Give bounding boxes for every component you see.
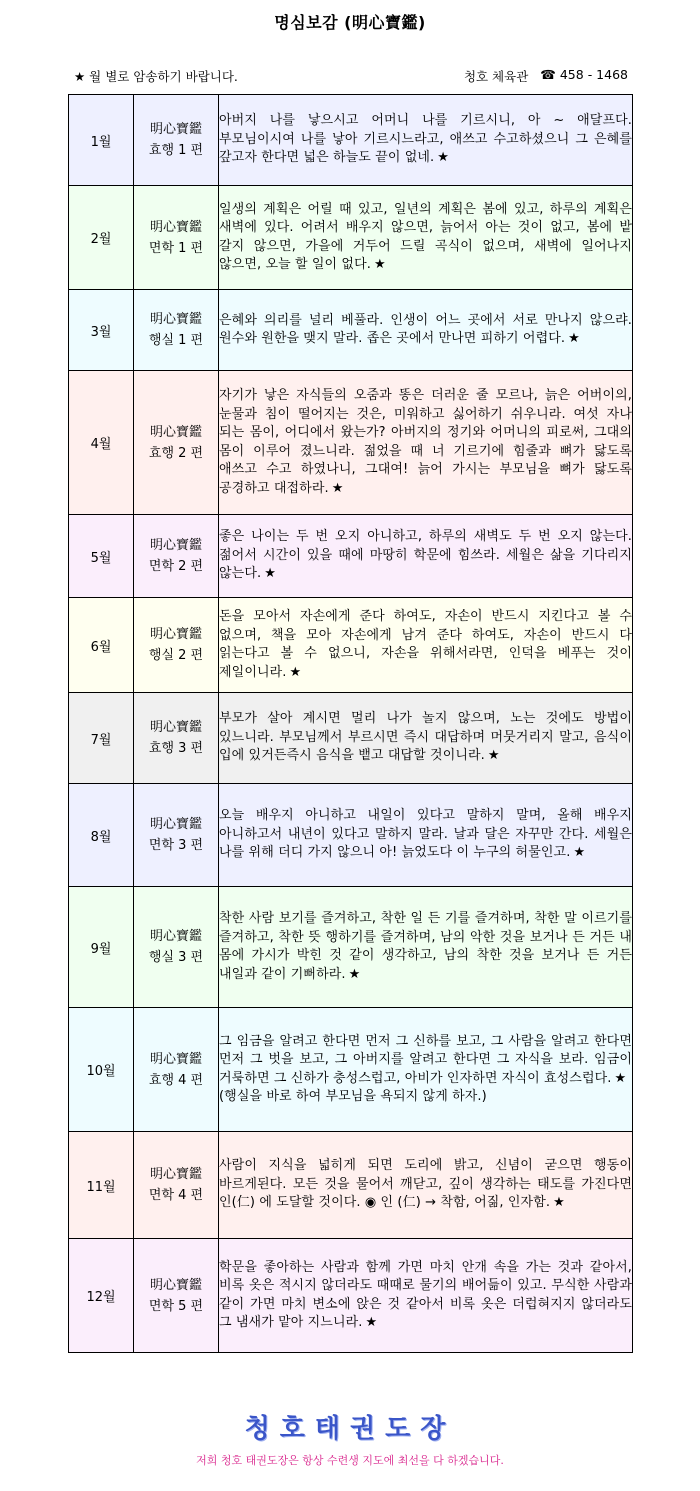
- table-row: [69, 1239, 633, 1353]
- book-title: 明心寶鑑: [149, 1167, 202, 1182]
- month-cell: 7월: [69, 693, 134, 784]
- source-cell: [134, 186, 219, 290]
- star-icon: ★: [437, 150, 450, 166]
- passage-cell: [219, 186, 633, 290]
- book-title: 明心寶鑑: [149, 1277, 202, 1293]
- passage-text: 자기가 낳은 자식들의 오줌과 똥은 더러운 줄 모르나, 늙은 어버이의, 눈물과 침이 떨어지는 것은, 미워하고 싫어하기 쉬우니라. 여섯 자나 되는 몸이, 어디에서 왔는가? 아버지의 정기와 어머니의 피로써, 그대의 몸이 이루어 졌느니라. 젊었을 때 너 기르기에 힘줄과 뼈가 닳도록 애쓰고 수고 하였나니, 그대여! 늙어 가시는 부모님을 뼈가 닳도록 공경하고 대접하라.: [219, 388, 632, 496]
- month-cell: 2월: [69, 186, 134, 290]
- passage-cell: [219, 515, 633, 598]
- chapter-label: 행실 2 편: [148, 648, 204, 663]
- source-cell: [134, 290, 219, 371]
- book-title: 明心寶鑑: [149, 627, 202, 642]
- month-cell: 5월: [69, 515, 134, 598]
- source-cell: [134, 1132, 219, 1239]
- table-row: [69, 887, 633, 1008]
- passage-text: 부모가 살아 계시면 멀리 나가 놀지 않으며, 노는 것에도 방법이 있느니라. 부모님께서 부르시면 즉시 대답하며 머뭇거리지 말고, 음식이 입에 있거든즉시 음식을 뱉고 대답할 것이니라.: [219, 711, 632, 764]
- phone-icon: ☎: [540, 67, 556, 82]
- star-icon: ★: [553, 1195, 565, 1211]
- book-title: 明心寶鑑: [149, 122, 202, 137]
- contact-info: [464, 67, 628, 85]
- source-cell: [134, 95, 219, 186]
- book-title: 明心寶鑑: [149, 538, 202, 553]
- month-cell: 8월: [69, 784, 134, 887]
- month-cell: 6월: [69, 598, 134, 693]
- passage-cell: [219, 290, 633, 371]
- passage-cell: [219, 693, 633, 784]
- month-cell: 11월: [69, 1132, 134, 1239]
- book-title: 明心寶鑑: [149, 219, 202, 235]
- passage-cell: [219, 598, 633, 693]
- star-icon: ★: [264, 566, 276, 582]
- star-icon: ★: [614, 1070, 627, 1086]
- gym-name: 청호 체육관: [463, 69, 529, 84]
- passage-text: 오늘 배우지 아니하고 내일이 있다고 말하지 말며, 올해 배우지 아니하고서 내년이 있다고 말하지 말라. 날과 달은 자꾸만 간다. 세월은 나를 위해 더디 가지 않으니 아! 늙었도다 이 누구의 허물인고.: [219, 808, 632, 861]
- month-cell: 10월: [69, 1008, 134, 1132]
- memorization-table: [68, 94, 633, 1353]
- table-row: [69, 598, 633, 693]
- month-cell: 9월: [69, 887, 134, 1008]
- star-icon: ★: [373, 257, 386, 272]
- book-title: 明心寶鑑: [149, 312, 202, 327]
- source-cell: [134, 371, 219, 515]
- passage-text: 아버지 나를 낳으시고 어머니 나를 기르시니, 아 ~ 애달프다. 부모님이시여 나를 낳아 기르시느라고, 애쓰고 수고하셨으니 그 은혜를 갚고자 한다면 넓은 하늘도 끝이 없네.: [219, 113, 632, 166]
- table-row: [69, 515, 633, 598]
- chapter-label: 효행 2 편: [148, 445, 204, 461]
- table-row: [69, 693, 633, 784]
- passage-note: (행실을 바로 하여 부모님을 욕되지 않게 하자.): [219, 1089, 487, 1104]
- passage-cell: [219, 371, 633, 515]
- passage-text: 학문을 좋아하는 사람과 함께 가면 마치 안개 속을 가는 것과 같아서, 비록 옷은 적시지 않더라도 때때로 물기의 배어듦이 있고. 무식한 사람과 같이 가면 마치 변소에 앉은 것 같아서 비록 옷은 더럽혀지지 않더라도 그 냄새가 맡아 지느니라.: [219, 1259, 632, 1330]
- footer-note: 저희 청호 태권도장은 항상 수련생 지도에 최선을 다 하겠습니다.: [196, 1454, 504, 1467]
- passage-cell: [219, 1008, 633, 1132]
- instruction-text: ★ 월 별로 암송하기 바랍니다.: [74, 69, 238, 84]
- passage-cell: [219, 784, 633, 887]
- passage-cell: [219, 1239, 633, 1353]
- source-cell: [134, 784, 219, 887]
- source-cell: [134, 887, 219, 1008]
- phone-number: 458 - 1468: [559, 67, 628, 82]
- page-title: 명심보감 (明心寶鑑): [274, 13, 426, 32]
- book-title: 明心寶鑑: [149, 929, 202, 944]
- passage-text: 그 임금을 알려고 한다면 먼저 그 신하를 보고, 그 사람을 알려고 한다면 먼저 그 벗을 보고, 그 아버지를 알려고 한다면 그 자식을 보라. 임금이 거룩하면 그 신하가 충성스럽고, 아비가 인자하면 자식이 효성스럽다.: [219, 1033, 632, 1086]
- chapter-label: 면학 3 편: [148, 838, 204, 853]
- star-icon: ★: [365, 1315, 378, 1330]
- star-icon: ★: [348, 966, 361, 982]
- star-icon: ★: [487, 748, 500, 764]
- chapter-label: 행실 3 편: [148, 950, 204, 965]
- table-row: [69, 95, 633, 186]
- month-cell: 4월: [69, 371, 134, 515]
- month-cell: 3월: [69, 290, 134, 371]
- chapter-label: 행실 1 편: [148, 333, 204, 348]
- star-icon: ★: [568, 331, 580, 346]
- table-row: [69, 1132, 633, 1239]
- source-cell: [134, 693, 219, 784]
- table-row: [69, 186, 633, 290]
- book-title: 明心寶鑑: [149, 1051, 202, 1067]
- source-cell: [134, 1239, 219, 1353]
- star-icon: ★: [331, 480, 344, 496]
- table-row: [69, 290, 633, 371]
- source-cell: [134, 598, 219, 693]
- passage-text: 은혜와 의리를 널리 베풀라. 인생이 어느 곳에서 서로 만나지 않으랴. 원수와 원한을 맺지 말라. 좁은 곳에서 만나면 피하기 어렵다.: [219, 312, 632, 346]
- passage-text: 좋은 나이는 두 번 오지 아니하고, 하루의 새벽도 두 번 오지 않는다. 젊어서 시간이 있을 때에 마땅히 학문에 힘쓰라. 세월은 삶을 기다리지 않는다.: [219, 529, 632, 582]
- passage-cell: [219, 887, 633, 1008]
- star-icon: ★: [573, 845, 586, 861]
- passage-text: 돈을 모아서 자손에게 준다 하여도, 자손이 반드시 지킨다고 볼 수 없으며, 책을 모아 자손에게 남겨 준다 하여도, 자손이 반드시 다 읽는다고 볼 수 없으니, 자손을 위해서라면, 인덕을 베푸는 것이 제일이니라.: [219, 609, 632, 680]
- passage-cell: [219, 95, 633, 186]
- passage-text: 일생의 계획은 어릴 때 있고, 일년의 계획은 봄에 있고, 하루의 계획은 새벽에 있다. 어려서 배우지 않으면, 늙어서 아는 것이 없고, 봄에 밭 갈지 않으면, 가을에 거두어 드릴 곡식이 없으며, 새벽에 일어나지 않으면, 오늘 할 일이 없다.: [219, 201, 632, 272]
- month-cell: 1월: [69, 95, 134, 186]
- chapter-label: 면학 1 편: [148, 240, 204, 256]
- book-title: 明心寶鑑: [149, 424, 202, 440]
- month-cell: 12월: [69, 1239, 134, 1353]
- phone-block: [540, 67, 628, 85]
- source-cell: [134, 515, 219, 598]
- table-row: [69, 1008, 633, 1132]
- book-title: 明心寶鑑: [149, 720, 202, 735]
- passage-text: 착한 사람 보기를 즐겨하고, 착한 일 든 기를 즐겨하며, 착한 말 이르기를 즐겨하고, 착한 뜻 행하기를 즐겨하며, 남의 악한 것을 보거나 든 거든 내 몸에 가시가 박힌 것 같이 생각하고, 남의 착한 것을 보거나 든 거든 내일과 같이 기뻐하라.: [219, 911, 632, 982]
- table-row: [69, 784, 633, 887]
- source-cell: [134, 1008, 219, 1132]
- chapter-label: 면학 5 편: [148, 1298, 204, 1314]
- star-icon: ★: [289, 664, 302, 680]
- chapter-label: 효행 3 편: [148, 741, 204, 756]
- dojang-name: 청호태권도장: [244, 1414, 456, 1444]
- table-row: [69, 371, 633, 515]
- subtitle-bar: [74, 67, 628, 85]
- chapter-label: 효행 4 편: [148, 1072, 204, 1088]
- chapter-label: 면학 4 편: [148, 1188, 204, 1203]
- passage-cell: [219, 1132, 633, 1239]
- chapter-label: 면학 2 편: [148, 559, 204, 574]
- passage-text: 사람이 지식을 넓히게 되면 도리에 밝고, 신념이 굳으면 행동이 바르게된다. 모든 것을 물어서 깨닫고, 깊이 생각하는 태도를 가진다면 인(仁) 에 도달할 것이다. ◉ 인 (仁) → 착함, 어짊, 인자함.: [219, 1158, 632, 1211]
- book-title: 明心寶鑑: [149, 817, 202, 832]
- chapter-label: 효행 1 편: [148, 143, 204, 158]
